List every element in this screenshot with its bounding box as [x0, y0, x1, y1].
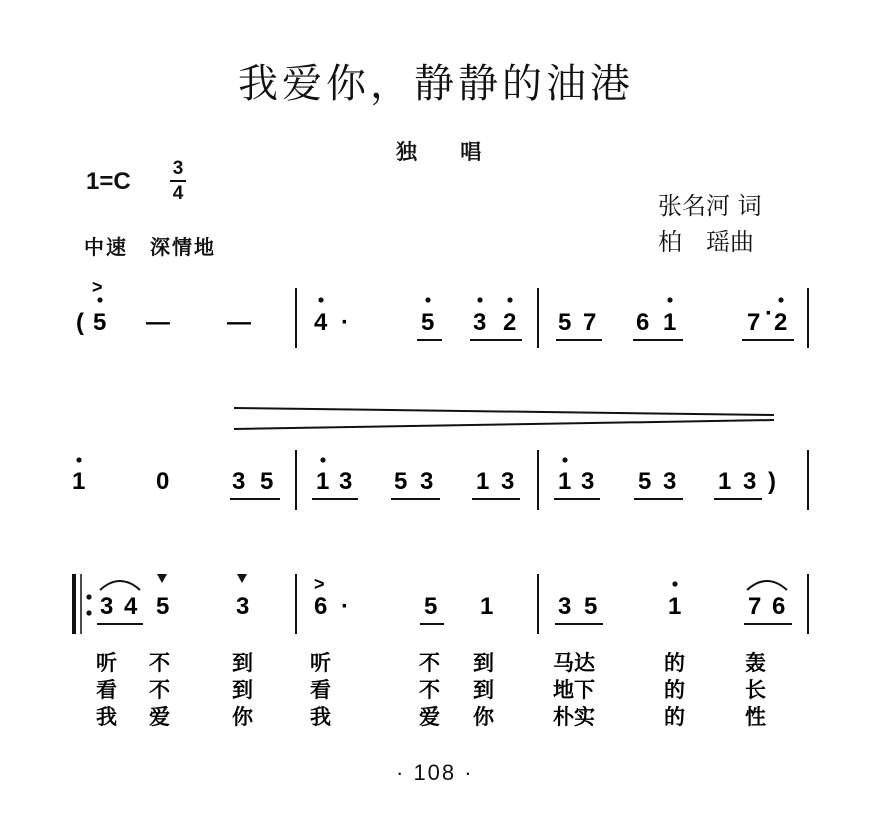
note: 6 [636, 309, 650, 336]
staccato-mark [237, 574, 247, 583]
score-line-2 [72, 450, 808, 510]
lyric-syllable: 爱 [419, 705, 440, 729]
octave-dot [318, 297, 323, 302]
page-number: · 108 · [396, 760, 474, 785]
lyrics-verse-1 [96, 651, 766, 675]
dash: — [146, 309, 170, 336]
dot-duration: · [341, 309, 349, 336]
note: 3 [558, 593, 572, 620]
song-title: 我爱你，静静的油港 [238, 61, 634, 107]
lyric-syllable: 到 [232, 678, 253, 702]
note: 1 [72, 468, 86, 495]
octave-dot [477, 297, 482, 302]
lyric-syllable: 听 [310, 651, 331, 675]
note: 1 [480, 593, 494, 620]
performance-type: 独 唱 [396, 140, 500, 164]
note: 5 [260, 468, 274, 495]
lyric-syllable: 我 [310, 705, 331, 729]
accent-mark: > [314, 574, 325, 594]
slur [747, 581, 787, 590]
note: 1 [316, 468, 330, 495]
score-line-3 [74, 574, 808, 634]
octave-dot [667, 297, 672, 302]
note: 1 [558, 468, 572, 495]
lyric-syllable: 到 [473, 678, 494, 702]
lyric-syllable: 你 [473, 705, 494, 729]
note: 3 [420, 468, 434, 495]
note: 7 [583, 309, 597, 336]
note: 1 [668, 593, 682, 620]
note: 5 [584, 593, 598, 620]
lyric-syllable: 的 [664, 705, 685, 729]
lyric-syllable: 朴实 [553, 705, 595, 729]
note: 5 [93, 309, 107, 336]
note: 3 [473, 309, 487, 336]
note: 5 [638, 468, 652, 495]
note: 3 [743, 468, 757, 495]
note: 3 [581, 468, 595, 495]
lyric-syllable: 我 [96, 705, 117, 729]
octave-dot [562, 457, 567, 462]
note: 4 [124, 593, 138, 620]
rest: 0 [156, 468, 170, 495]
note: 5 [424, 593, 438, 620]
note: 6 [772, 593, 786, 620]
lyric-syllable: 到 [232, 651, 253, 675]
note: 5 [421, 309, 435, 336]
lyric-syllable: 到 [473, 651, 494, 675]
dash: — [227, 309, 251, 336]
note: 1 [476, 468, 490, 495]
lyric-syllable: 长 [745, 678, 766, 702]
note: 2 [503, 309, 517, 336]
octave-dot [507, 297, 512, 302]
lyric-syllable: 的 [664, 678, 685, 702]
octave-dot [76, 457, 81, 462]
repeat-dot [86, 594, 91, 599]
dot-duration: · [341, 593, 349, 620]
note: 7 [747, 309, 761, 336]
octave-dot [672, 581, 677, 586]
crescendo-lower-line [234, 420, 774, 429]
note: 7 [748, 593, 762, 620]
octave-dot [425, 297, 430, 302]
lyric-syllable: 你 [232, 705, 253, 729]
note: 2 [774, 309, 788, 336]
dot-separator: · [765, 300, 773, 327]
composer-credit: 柏 瑶曲 [658, 228, 754, 256]
time-signature-bottom: 4 [172, 183, 184, 204]
lyricist-credit: 张名河 词 [658, 192, 762, 220]
lyric-syllable: 爱 [149, 705, 170, 729]
tempo-marking: 中速 深情地 [84, 235, 216, 259]
note: 5 [394, 468, 408, 495]
lyric-syllable: 不 [149, 678, 170, 702]
lyric-syllable: 看 [96, 678, 117, 702]
note: 3 [100, 593, 114, 620]
key-signature: 1=C [86, 168, 131, 195]
octave-dot [97, 297, 102, 302]
lyric-syllable: 的 [664, 651, 685, 675]
slur [100, 581, 140, 590]
note: 5 [558, 309, 572, 336]
note: 5 [156, 593, 170, 620]
time-signature-top: 3 [172, 158, 184, 179]
note: 1 [663, 309, 677, 336]
open-paren: ( [76, 309, 84, 336]
octave-dot [320, 457, 325, 462]
score-line-1 [76, 277, 808, 348]
staccato-mark [157, 574, 167, 583]
note: 1 [718, 468, 732, 495]
lyric-syllable: 看 [310, 678, 331, 702]
note: 3 [339, 468, 353, 495]
note: 4 [314, 309, 328, 336]
close-paren: ) [768, 468, 776, 495]
lyric-syllable: 性 [745, 705, 766, 729]
repeat-dot [86, 610, 91, 615]
lyric-syllable: 轰 [745, 651, 766, 675]
accent-mark: > [92, 277, 103, 297]
lyric-syllable: 不 [149, 651, 170, 675]
lyrics-verse-3 [96, 705, 766, 729]
lyrics-verse-2 [96, 678, 766, 702]
lyric-syllable: 马达 [553, 651, 595, 675]
lyric-syllable: 地下 [553, 678, 595, 702]
lyric-syllable: 听 [96, 651, 117, 675]
octave-dot [778, 297, 783, 302]
note: 6 [314, 593, 328, 620]
lyric-syllable: 不 [419, 678, 440, 702]
note: 3 [501, 468, 515, 495]
lyric-syllable: 不 [419, 651, 440, 675]
note: 3 [663, 468, 677, 495]
crescendo-upper-line [234, 408, 774, 415]
note: 3 [236, 593, 250, 620]
note: 3 [232, 468, 246, 495]
